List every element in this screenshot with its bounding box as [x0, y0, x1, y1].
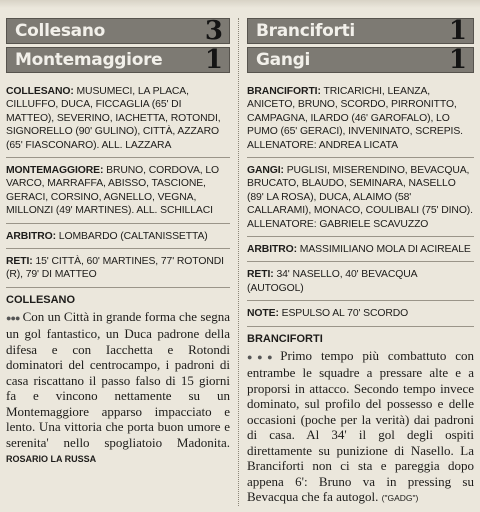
lineup-away	[6, 164, 230, 224]
block-label: GANGI:	[247, 165, 284, 177]
block-text: ESPULSO AL 70' SCORDO	[281, 308, 409, 320]
team-score: 3	[204, 16, 223, 46]
report-signature: ROSARIO LA RUSSA	[6, 454, 97, 465]
report-signature: ("GADG")	[381, 493, 419, 504]
lineup-away	[247, 164, 474, 237]
team-name: Branciforti	[256, 21, 355, 41]
lineup-home	[247, 85, 474, 158]
block-text: MASSIMILIANO MOLA DI ACIREALE	[299, 244, 471, 256]
block-label: COLLESANO:	[6, 86, 74, 97]
block-text: TRICARICHI, LEANZA, ANICETO, BRUNO, SCORDO, PIRRONITTO, CAMPAGNA, ILARDO (46' GAROFALO), LO PUMO (65' GERACI), INVENINATO, SCREPIS. ALLENATORE: ANDREA LICATA	[247, 86, 463, 151]
goals-info	[247, 268, 474, 301]
block-label: NOTE:	[247, 308, 279, 320]
match-details	[247, 85, 474, 327]
block-text: LOMBARDO (CALTANISSETTA)	[58, 230, 208, 242]
block-label: ARBITRO:	[6, 230, 56, 242]
match-report	[6, 309, 230, 468]
report-text: Primo tempo più combattuto con entrambe le squadre a pressare alte e a proporsi in attacco. Secondo tempo invece dominato, sul profilo del possesso e delle occasioni (poche per la verità) dai padroni di casa. Al 34' il gol degli ospiti direttamente su punizione di Nasello. La Branciforti non ci sta e pareggia dopo appena 6': Bruno va in pressing su Bevacqua che fa autogol.	[247, 347, 475, 505]
notes-info	[247, 307, 474, 326]
match-details	[6, 85, 230, 288]
dots-bullet-icon: ●●●	[247, 351, 278, 362]
dots-bullet-icon: ●●●	[6, 312, 20, 323]
team-score: 1	[204, 45, 223, 75]
team-bar-home	[247, 18, 474, 44]
block-label: RETI:	[6, 256, 33, 268]
match-column-left	[6, 18, 230, 468]
team-bar-home	[6, 18, 230, 44]
block-text: PUGLISI, MISERENDINO, BEVACQUA, BRUCATO, BLAUDO, SEMINARA, NASELLO (89' LA ROSA), DUCA, ALAIMO (58' CALLARAMI), MONACO, COULIBALI (75' DINO). ALLENATORE: GABRIELE SCAVUZZO	[247, 165, 473, 230]
block-label: RETI:	[247, 269, 274, 281]
goals-info	[6, 255, 230, 288]
referee-info	[247, 243, 474, 262]
team-name: Montemaggiore	[15, 50, 163, 70]
team-score: 1	[448, 45, 467, 75]
block-label: ARBITRO:	[247, 244, 297, 256]
block-label: BRANCIFORTI:	[247, 86, 321, 97]
report-heading: COLLESANO	[6, 293, 76, 306]
referee-info	[6, 230, 230, 249]
block-text: 15' CITTÀ, 60' MARTINES, 77' ROTONDI (R), 79' DI MATTEO	[6, 256, 224, 281]
team-bar-away	[6, 47, 230, 73]
block-text: 34' NASELLO, 40' BEVACQUA (AUTOGOL)	[247, 269, 417, 294]
team-score: 1	[448, 16, 467, 46]
team-bar-away	[247, 47, 474, 73]
block-label: MONTEMAGGIORE:	[6, 165, 104, 177]
match-report	[247, 348, 474, 507]
team-name: Gangi	[256, 50, 311, 70]
block-text: BRUNO, CORDOVA, LO VARCO, MARRAFFA, ABISSO, TASCIONE, GERACI, CORSINO, AGNELLO, VEGNA, MILLONZI (49' MARTINES). ALL. SCHILLACI	[6, 165, 220, 217]
team-name: Collesano	[15, 21, 106, 41]
report-text: Con un Città in grande forma che segna un gol fantastico, un Duca padrone della difesa e con Iacchetta e Rotondi dominatori del centrocampo, i padroni di casa riscattano il passo falso di 15 giorni fa e vincono nettamente su un Montemaggiore apparso impacciato e lento. Una vittoria che porta buon umore e serenita' nello spogliatoio Madonita.	[6, 308, 230, 450]
lineup-home	[6, 85, 230, 158]
column-divider	[238, 18, 239, 506]
block-text: MUSUMECI, LA PLACA, CILLUFFO, DUCA, FICCAGLIA (65' DI MATTEO), SEVERINO, IACHETTA, ROTONDI, SIGNORELLO (90' GULINO), CITTÀ, AZZARO (65' FIASCONARO). ALL. LAZZARA	[6, 86, 221, 151]
top-edge-strip	[0, 0, 480, 8]
report-heading: BRANCIFORTI	[247, 332, 323, 345]
match-column-right	[247, 18, 474, 507]
